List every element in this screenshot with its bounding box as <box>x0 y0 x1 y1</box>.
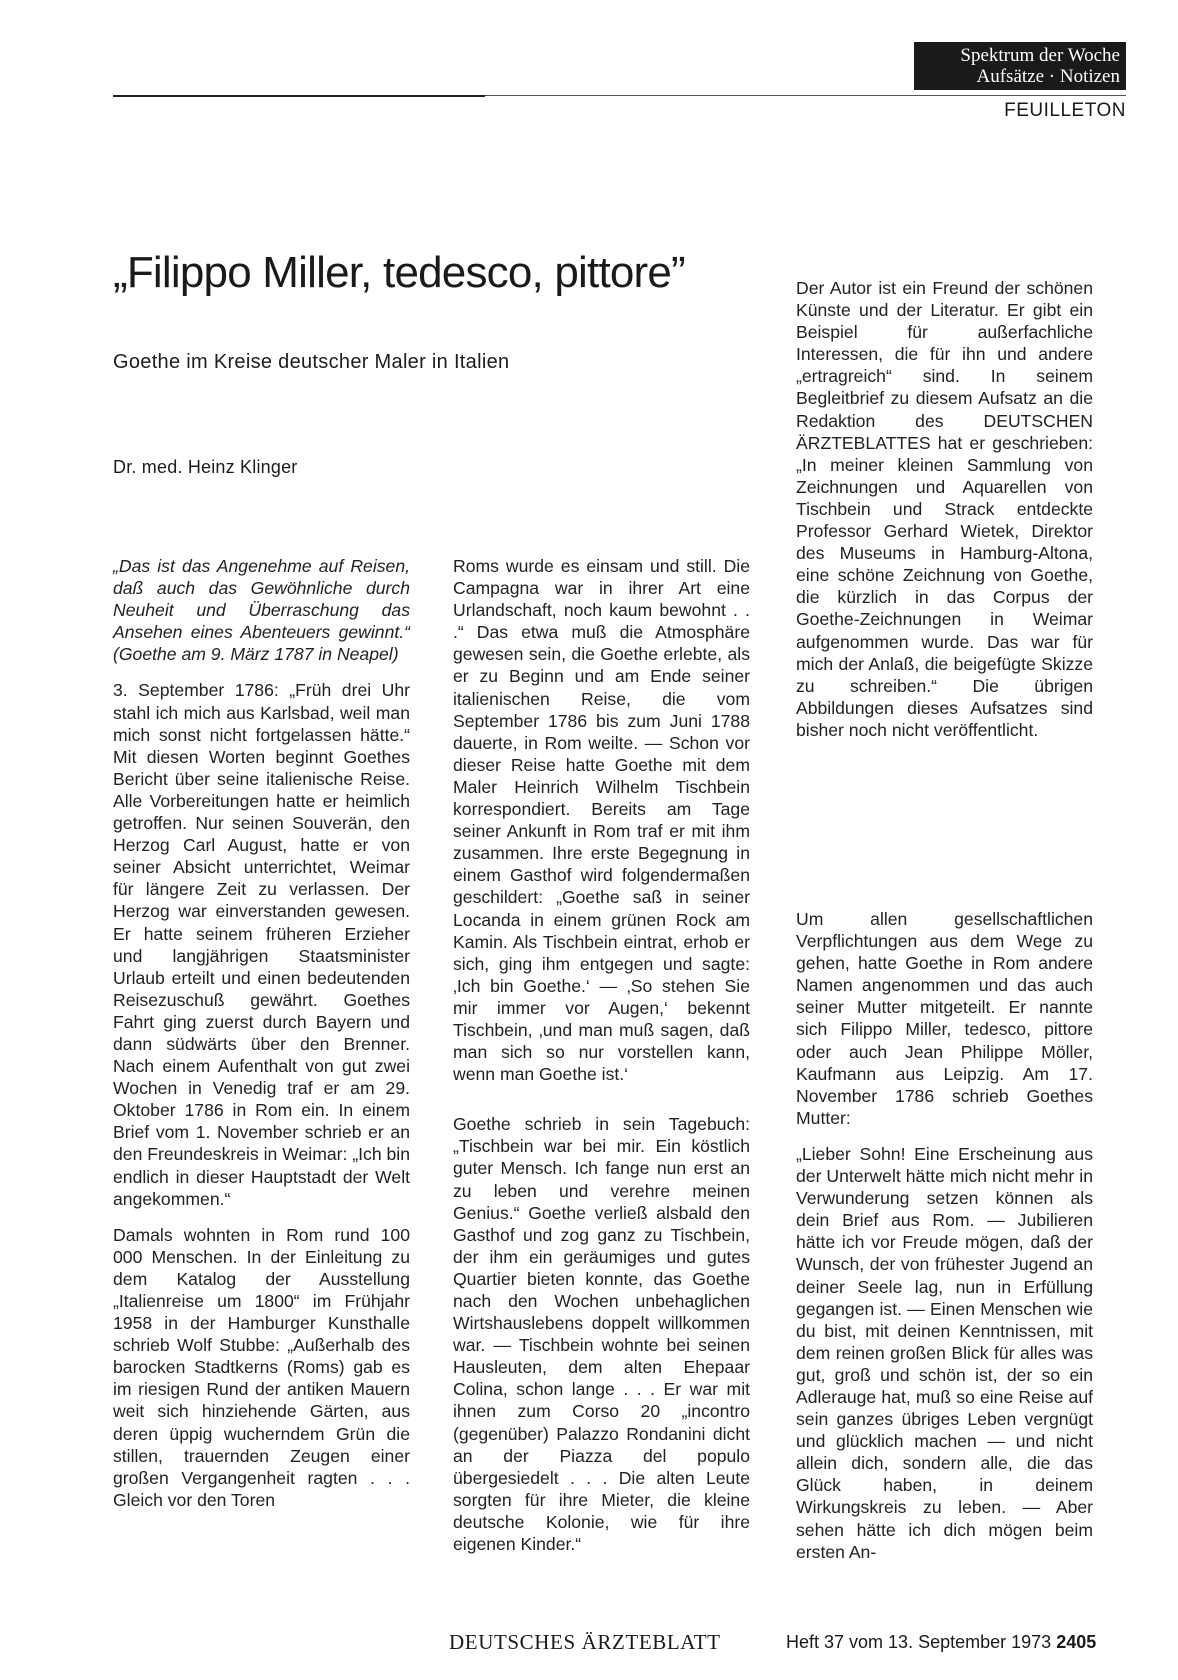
header-rule-thin <box>485 95 1126 96</box>
issue-date: Heft 37 vom 13. September 1973 <box>786 1632 1052 1652</box>
badge-line-1: Spektrum der Woche <box>960 45 1120 66</box>
column-2 <box>453 555 750 1555</box>
article-author: Dr. med. Heinz Klinger <box>113 457 298 477</box>
issue-info <box>786 1632 1096 1653</box>
badge-line-2: Aufsätze · Notizen <box>976 66 1120 87</box>
epigraph: „Das ist das Angenehme auf Reisen, daß auch das Gewöhnliche durch Neuheit und Überraschung das Ansehen eines Abenteuers gewinnt.“ (Goethe am 9. März 1787 in Neapel) <box>113 556 410 665</box>
header-rule-thick <box>113 95 485 97</box>
publication-name: DEUTSCHES ÄRZTEBLATT <box>449 1630 721 1654</box>
paragraph: Um allen gesellschaftlichen Verpflichtungen aus dem Wege zu gehen, hatte Goethe in Rom andere Namen angenommen und das auch seiner Mutter mitgeteilt. Er nannte sich Filippo Miller, tedesco, pittore oder auch Jean Philippe Möller, Kaufmann aus Leipzig. Am 17. November 1786 schrieb Goethes Mutter: <box>796 909 1093 1128</box>
section-label: FEUILLETON <box>1004 100 1126 121</box>
column-1 <box>113 555 410 1511</box>
author-note: Der Autor ist ein Freund der schönen Künste und der Literatur. Er gibt ein Beispiel für außerfachliche Interessen, die für ihn und andere „ertragreich“ sind. In seinem Begleitbrief zu diesem Aufsatz an die Redaktion des DEUTSCHEN ÄRZTEBLATTES hat er geschrieben: „In meiner kleinen Sammlung von Zeichnungen und Aquarellen von Tischbein und Strack entdeckte Professor Gerhard Wietek, Direktor des Museums in Hamburg-Altona, eine schöne Zeichnung von Goethe, die kürzlich in das Corpus der Goethe-Zeichnungen in Weimar aufgenommen wurde. Das war für mich der Anlaß, die beigefügte Skizze zu schreiben.“ Die übrigen Abbildungen dieses Aufsatzes sind bisher noch nicht veröffentlicht. <box>796 278 1093 740</box>
article-subtitle: Goethe im Kreise deutscher Maler in Italien <box>113 351 510 373</box>
article-title: „Filippo Miller, tedesco, pittore” <box>113 248 685 297</box>
paragraph: Goethe schrieb in sein Tagebuch: „Tischbein war bei mir. Ein köstlich guter Mensch. Ich fange nun erst an zu leben und verehre meinen Genius.“ Goethe verließ alsbald den Gasthof und zog ganz zu Tischbein, der ihm ein geräumiges und gutes Quartier bieten konnte, das Goethe nach den Wochen unbehaglichen Wirtshauslebens doppelt willkommen war. — Tischbein wohnte bei seinen Hausleuten, dem alten Ehepaar Colina, schon lange . . . Er war mit ihnen zum Corso 20 „incontro (gegenüber) Palazzo Rondanini dicht an der Piazza del populo übergesiedelt . . . Die alten Leute sorgten für ihre Mieter, die kleine deutsche Kolonie, wie für ihre eigenen Kinder.“ <box>453 1114 750 1555</box>
section-badge <box>914 42 1126 90</box>
paragraph: „Lieber Sohn! Eine Erscheinung aus der Unterwelt hätte mich nicht mehr in Verwunderung setzen können als dein Brief aus Rom. — Jubilieren hätte ich vor Freude mögen, daß der Wunsch, der von frühester Jugend an deiner Seele lag, nun in Erfüllung gegangen ist. — Einen Menschen wie du bist, mit deinen Kenntnissen, mit dem reinen großen Blick für alles was gut, groß und schön ist, der so ein Adlerauge hat, muß so eine Reise auf sein ganzes übriges Leben vergnügt und glücklich machen — und nicht allein dich, sondern alle, die das Glück haben, in deinem Wirkungskreis zu leben. — Aber sehen hätte ich dich mögen beim ersten An- <box>796 1143 1093 1562</box>
paragraph: Roms wurde es einsam und still. Die Campagna war in ihrer Art eine Urlandschaft, noch kaum bewohnt . . .“ Das etwa muß die Atmosphäre gewesen sein, die Goethe erlebte, als er zu Beginn und am Ende seiner italienischen Reise, die vom September 1786 bis zum Juni 1788 dauerte, in Rom weilte. — Schon vor dieser Reise hatte Goethe mit dem Maler Heinrich Wilhelm Tischbein korrespondiert. Bereits am Tage seiner Ankunft in Rom traf er mit ihm zusammen. Ihre erste Begegnung in einem Gasthof wird folgendermaßen geschildert: „Goethe saß in seiner Locanda in einem grünen Rock am Kamin. Als Tischbein eintrat, erhob er sich, ging ihm entgegen und sagte: ‚Ich bin Goethe.‘ — ‚So stehen Sie mir immer vor Augen,‘ bekennt Tischbein, ‚und man muß sagen, daß man sich so nur vorstellen kann, wenn man Goethe ist.‘ <box>453 556 750 1085</box>
column-3-body <box>796 908 1093 1563</box>
page-number: 2405 <box>1056 1632 1097 1652</box>
paragraph: 3. September 1786: „Früh drei Uhr stahl ich mich aus Karlsbad, weil man mich sonst nicht fortgelassen hätte.“ Mit diesen Worten beginnt Goethes Bericht über seine italienische Reise. Alle Vorbereitungen hatte er heimlich getroffen. Nur seinen Souverän, den Herzog Carl August, hatte er von seiner Absicht unterrichtet, Weimar für längere Zeit zu verlassen. Der Herzog war einverstanden gewesen. Er hatte seinem früheren Erzieher und langjährigen Staatsminister Urlaub erteilt und einen bedeutenden Reisezuschuß gewährt. Goethes Fahrt ging zuerst durch Bayern und dann südwärts über den Brenner. Nach einem Aufenthalt von gut zwei Wochen in Venedig traf er am 29. Oktober 1786 in Rom ein. In einem Brief vom 1. November schrieb er an den Freundeskreis in Weimar: „Ich bin endlich in dieser Hauptstadt der Welt angekommen.“ <box>113 680 410 1209</box>
paragraph: Damals wohnten in Rom rund 100 000 Menschen. In der Einleitung zu dem Katalog der Ausstellung „Italienreise um 1800“ im Frühjahr 1958 in der Hamburger Kunsthalle schrieb Wolf Stubbe: „Außerhalb des barocken Stadtkerns (Roms) gab es im riesigen Rund der antiken Mauern weit sich hinziehende Gärten, aus deren üppig wucherndem Grün die stillen, trauernden Zeugen einer großen Vergangenheit ragten . . . Gleich vor den Toren <box>113 1224 410 1510</box>
column-3 <box>796 277 1093 741</box>
